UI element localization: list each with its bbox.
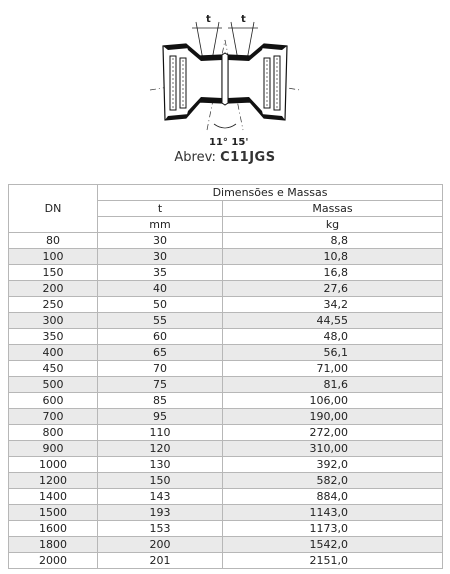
cell-t: 120 — [98, 441, 223, 457]
cell-dn: 1200 — [9, 473, 98, 489]
cell-t: 50 — [98, 297, 223, 313]
cell-mass: 106,00 — [223, 393, 443, 409]
table-row — [9, 233, 443, 249]
cell-dn: 500 — [9, 377, 98, 393]
cell-mass: 582,0 — [223, 473, 443, 489]
cell-t: 201 — [98, 553, 223, 569]
header-t: t — [98, 201, 223, 217]
angle-arc — [214, 124, 236, 128]
fitting-drawing — [0, 0, 450, 172]
unit-massas: kg — [223, 217, 443, 233]
t-label-left: t — [206, 14, 211, 25]
table-row — [9, 297, 443, 313]
table-row — [9, 505, 443, 521]
cell-dn: 600 — [9, 393, 98, 409]
cell-dn: 1000 — [9, 457, 98, 473]
cell-mass: 884,0 — [223, 489, 443, 505]
cell-mass: 310,00 — [223, 441, 443, 457]
cell-t: 150 — [98, 473, 223, 489]
table-row — [9, 265, 443, 281]
cell-dn: 1600 — [9, 521, 98, 537]
cell-t: 70 — [98, 361, 223, 377]
cell-mass: 56,1 — [223, 345, 443, 361]
cell-dn: 900 — [9, 441, 98, 457]
left-socket — [163, 44, 222, 120]
table-row — [9, 329, 443, 345]
header-group: Dimensões e Massas — [98, 185, 443, 201]
cell-t: 55 — [98, 313, 223, 329]
table-row — [9, 249, 443, 265]
cell-dn: 450 — [9, 361, 98, 377]
cell-dn: 350 — [9, 329, 98, 345]
cell-t: 95 — [98, 409, 223, 425]
cell-dn: 800 — [9, 425, 98, 441]
cell-t: 130 — [98, 457, 223, 473]
angle-label: 11° 15' — [209, 137, 249, 148]
cell-t: 60 — [98, 329, 223, 345]
cell-dn: 1400 — [9, 489, 98, 505]
table-row — [9, 393, 443, 409]
table-row — [9, 313, 443, 329]
table-body — [9, 233, 443, 569]
abbreviation-code: C11JGS — [220, 150, 276, 165]
table-row — [9, 473, 443, 489]
cell-dn: 1800 — [9, 537, 98, 553]
cell-mass: 71,00 — [223, 361, 443, 377]
cell-mass: 1173,0 — [223, 521, 443, 537]
cell-dn: 80 — [9, 233, 98, 249]
dimensions-table — [8, 184, 443, 569]
cell-mass: 81,6 — [223, 377, 443, 393]
cell-mass: 1542,0 — [223, 537, 443, 553]
table-row — [9, 345, 443, 361]
cell-t: 30 — [98, 249, 223, 265]
table-row — [9, 377, 443, 393]
cell-mass: 1143,0 — [223, 505, 443, 521]
table-row — [9, 425, 443, 441]
cell-dn: 1500 — [9, 505, 98, 521]
table-row — [9, 537, 443, 553]
cell-mass: 48,0 — [223, 329, 443, 345]
cell-mass: 392,0 — [223, 457, 443, 473]
cell-t: 153 — [98, 521, 223, 537]
unit-t: mm — [98, 217, 223, 233]
right-socket — [228, 44, 287, 120]
cell-t: 65 — [98, 345, 223, 361]
table-row — [9, 281, 443, 297]
cell-t: 200 — [98, 537, 223, 553]
cell-mass: 16,8 — [223, 265, 443, 281]
table-row — [9, 521, 443, 537]
table-row — [9, 489, 443, 505]
cell-dn: 200 — [9, 281, 98, 297]
cell-dn: 300 — [9, 313, 98, 329]
cell-t: 35 — [98, 265, 223, 281]
cell-mass: 34,2 — [223, 297, 443, 313]
abbreviation-prefix: Abrev: — [174, 150, 216, 165]
cell-dn: 100 — [9, 249, 98, 265]
header-dn: DN — [9, 185, 98, 233]
cell-dn: 2000 — [9, 553, 98, 569]
cell-t: 143 — [98, 489, 223, 505]
cell-mass: 2151,0 — [223, 553, 443, 569]
table-row — [9, 457, 443, 473]
cell-t: 75 — [98, 377, 223, 393]
cell-mass: 8,8 — [223, 233, 443, 249]
table-row — [9, 441, 443, 457]
table-row — [9, 361, 443, 377]
cell-dn: 250 — [9, 297, 98, 313]
abbreviation-line — [0, 150, 450, 165]
cell-t: 110 — [98, 425, 223, 441]
table-row — [9, 553, 443, 569]
table-row — [9, 409, 443, 425]
cell-dn: 150 — [9, 265, 98, 281]
cell-t: 193 — [98, 505, 223, 521]
cell-t: 40 — [98, 281, 223, 297]
cell-mass: 27,6 — [223, 281, 443, 297]
cell-mass: 190,00 — [223, 409, 443, 425]
bend-diagram — [0, 0, 450, 172]
cell-dn: 400 — [9, 345, 98, 361]
t-label-right: t — [241, 14, 246, 25]
cell-mass: 44,55 — [223, 313, 443, 329]
cell-t: 30 — [98, 233, 223, 249]
cell-t: 85 — [98, 393, 223, 409]
cell-mass: 10,8 — [223, 249, 443, 265]
cell-mass: 272,00 — [223, 425, 443, 441]
cell-dn: 700 — [9, 409, 98, 425]
header-massas: Massas — [223, 201, 443, 217]
center-joint — [222, 53, 228, 105]
